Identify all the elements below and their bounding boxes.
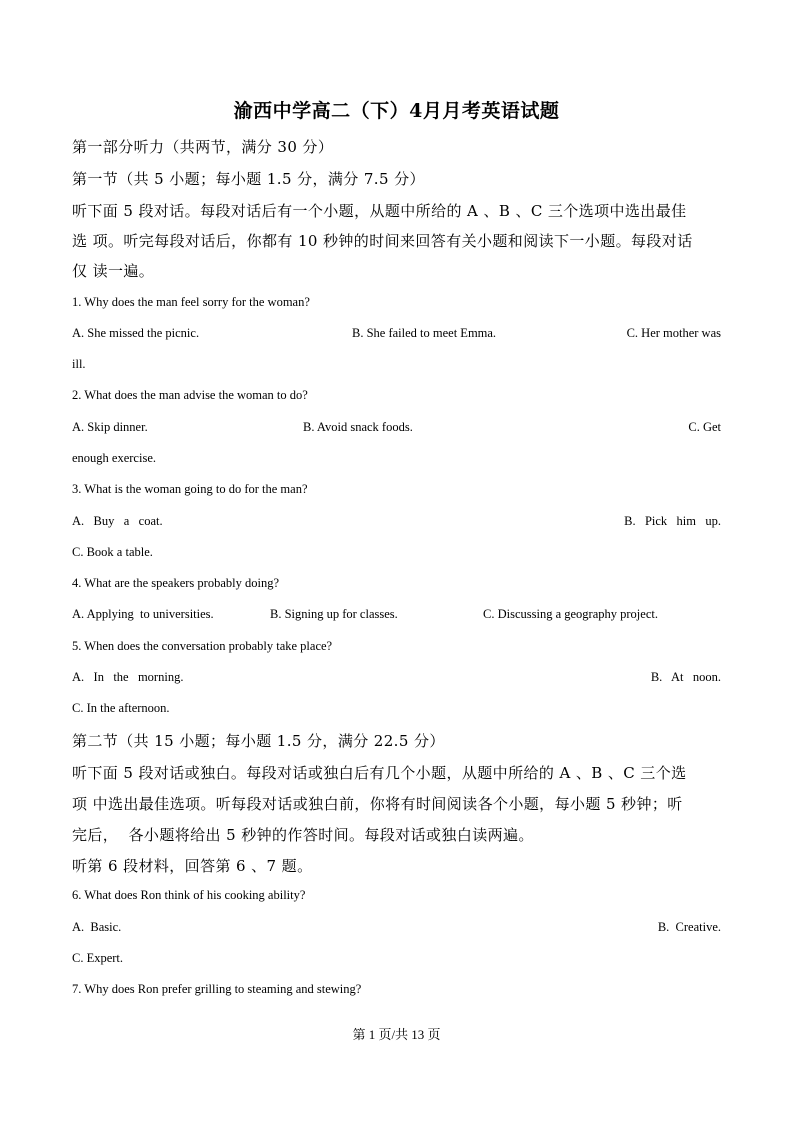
option-a: A. In the morning. (72, 670, 184, 684)
section2-instruction-line: 项 中选出最佳选项。听每段对话或独白前，你将有时间阅读各个小题，每小题 5 秒钟；听 (72, 795, 683, 813)
option-b: B. Pick him up. (624, 514, 721, 528)
option-c: C. In the afternoon. (72, 701, 170, 715)
section2-instruction-line: 听下面 5 段对话或独白。每段对话或独白后有几个小题，从题中所给的 A 、B 、C 三个选 (72, 764, 687, 782)
option-b: B. She failed to meet Emma. (352, 326, 497, 340)
option-c: C. Expert. (72, 951, 124, 965)
option-b: B. Signing up for classes. (270, 607, 398, 621)
question-stem: 4. What are the speakers probably doing? (72, 576, 279, 590)
section1-instruction-line: 仅 读一遍。 (72, 262, 155, 280)
option-b: B. Avoid snack foods. (303, 420, 413, 434)
question-stem: 2. What does the man advise the woman to do? (72, 388, 308, 402)
material6-heading: 听第 6 段材料，回答第 6 、7 题。 (72, 857, 313, 875)
section2-instruction-line: 完后， 各小题将给出 5 秒钟的作答时间。每段对话或独白读两遍。 (72, 826, 534, 844)
option-c: C. Discussing a geography project. (483, 607, 658, 621)
option-c-continued: ill. (72, 357, 86, 371)
section2-heading: 第二节（共 15 小题；每小题 1.5 分，满分 22.5 分） (72, 732, 445, 750)
question-stem: 3. What is the woman going to do for the man? (72, 482, 308, 496)
question-stem: 1. Why does the man feel sorry for the woman? (72, 295, 310, 309)
option-c: C. Book a table. (72, 545, 153, 559)
option-b: B. Creative. (657, 920, 721, 934)
question-stem: 5. When does the conversation probably take place? (72, 639, 333, 653)
option-c-continued: enough exercise. (72, 451, 156, 465)
option-a: A. Applying to universities. (72, 607, 214, 621)
section1-instruction-line: 选 项。听完每段对话后，你都有 10 秒钟的时间来回答有关小题和阅读下一小题。每段对话 (72, 232, 693, 250)
exam-title: 渝西中学高二（下）4月月考英语试题 (233, 100, 560, 122)
option-c: C. Get (688, 420, 721, 434)
option-a: A. Buy a coat. (72, 514, 163, 528)
question-stem: 7. Why does Ron prefer grilling to steaming and stewing? (72, 982, 362, 996)
option-a: A. Skip dinner. (72, 420, 148, 434)
part1-heading: 第一部分听力（共两节，满分 30 分） (72, 138, 334, 156)
section1-instruction-line: 听下面 5 段对话。每段对话后有一个小题，从题中所给的 A 、B 、C 三个选项中选出最佳 (72, 202, 687, 220)
option-a: A. She missed the picnic. (72, 326, 200, 340)
section1-heading: 第一节（共 5 小题；每小题 1.5 分，满分 7.5 分） (72, 170, 425, 188)
question-stem: 6. What does Ron think of his cooking ability? (72, 888, 306, 902)
option-a: A. Basic. (72, 920, 122, 934)
page-footer: 第 1 页/共 13 页 (352, 1027, 441, 1042)
option-c: C. Her mother was (626, 326, 721, 340)
option-b: B. At noon. (650, 670, 721, 684)
